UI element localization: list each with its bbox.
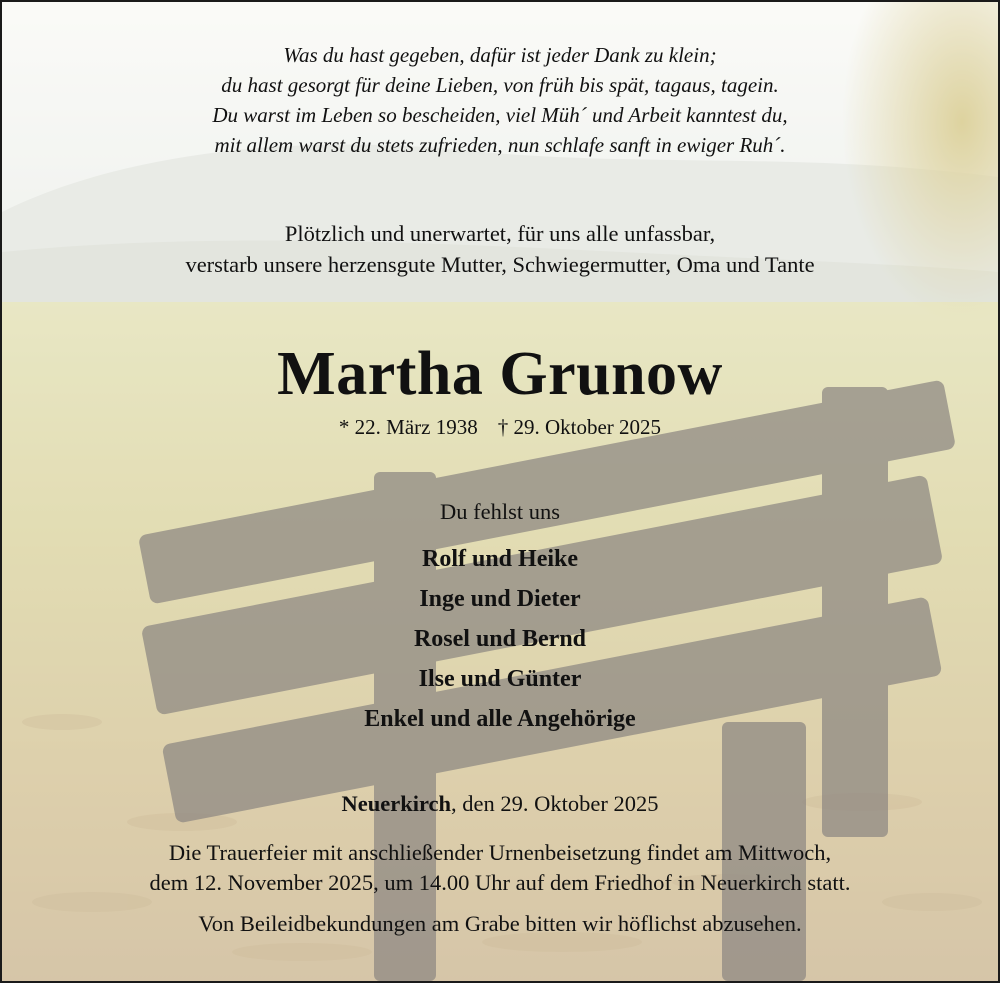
notice-date: , den 29. Oktober 2025 — [451, 791, 659, 816]
mourner-entry: Inge und Dieter — [419, 586, 581, 612]
place-and-date — [2, 789, 998, 819]
poem — [2, 40, 998, 160]
life-dates — [2, 413, 998, 441]
funeral-line: Die Trauerfeier mit anschließender Urnenbeisetzung findet am Mittwoch, — [168, 840, 832, 865]
poem-line: mit allem warst du stets zufrieden, nun schlafe sanft in ewiger Ruh´. — [214, 133, 786, 157]
intro-line: Plötzlich und unerwartet, für uns alle unfassbar, — [284, 221, 716, 246]
death-announcement-intro — [2, 218, 998, 280]
birth-date: * 22. März 1938 — [338, 415, 478, 439]
miss-line: Du fehlst uns — [440, 499, 560, 524]
mourner-entry: Enkel und alle Angehörige — [364, 706, 636, 732]
mourner-entry: Rolf und Heike — [421, 546, 579, 572]
poem-line: Du warst im Leben so bescheiden, viel Müh´ und Arbeit kanntest du, — [212, 103, 788, 127]
poem-line: du hast gesorgt für deine Lieben, von früh bis spät, tagaus, tagein. — [221, 73, 779, 97]
place-name: Neuerkirch — [341, 791, 452, 816]
mourner-entry: Ilse und Günter — [418, 666, 582, 692]
death-date: † 29. Oktober 2025 — [497, 415, 662, 439]
poem-line: Was du hast gegeben, dafür ist jeder Dank zu klein; — [283, 43, 717, 67]
mourner-entry: Rosel und Bernd — [413, 626, 587, 652]
mourners-list — [2, 539, 998, 739]
condolence-request: Von Beileidbekundungen am Grabe bitten wir höflichst abzusehen. — [198, 911, 802, 936]
intro-line: verstarb unsere herzensgute Mutter, Schwiegermutter, Oma und Tante — [185, 252, 815, 277]
deceased-name: Martha Grunow — [277, 340, 723, 408]
funeral-information — [2, 838, 998, 898]
funeral-line: dem 12. November 2025, um 14.00 Uhr auf dem Friedhof in Neuerkirch statt. — [149, 870, 851, 895]
